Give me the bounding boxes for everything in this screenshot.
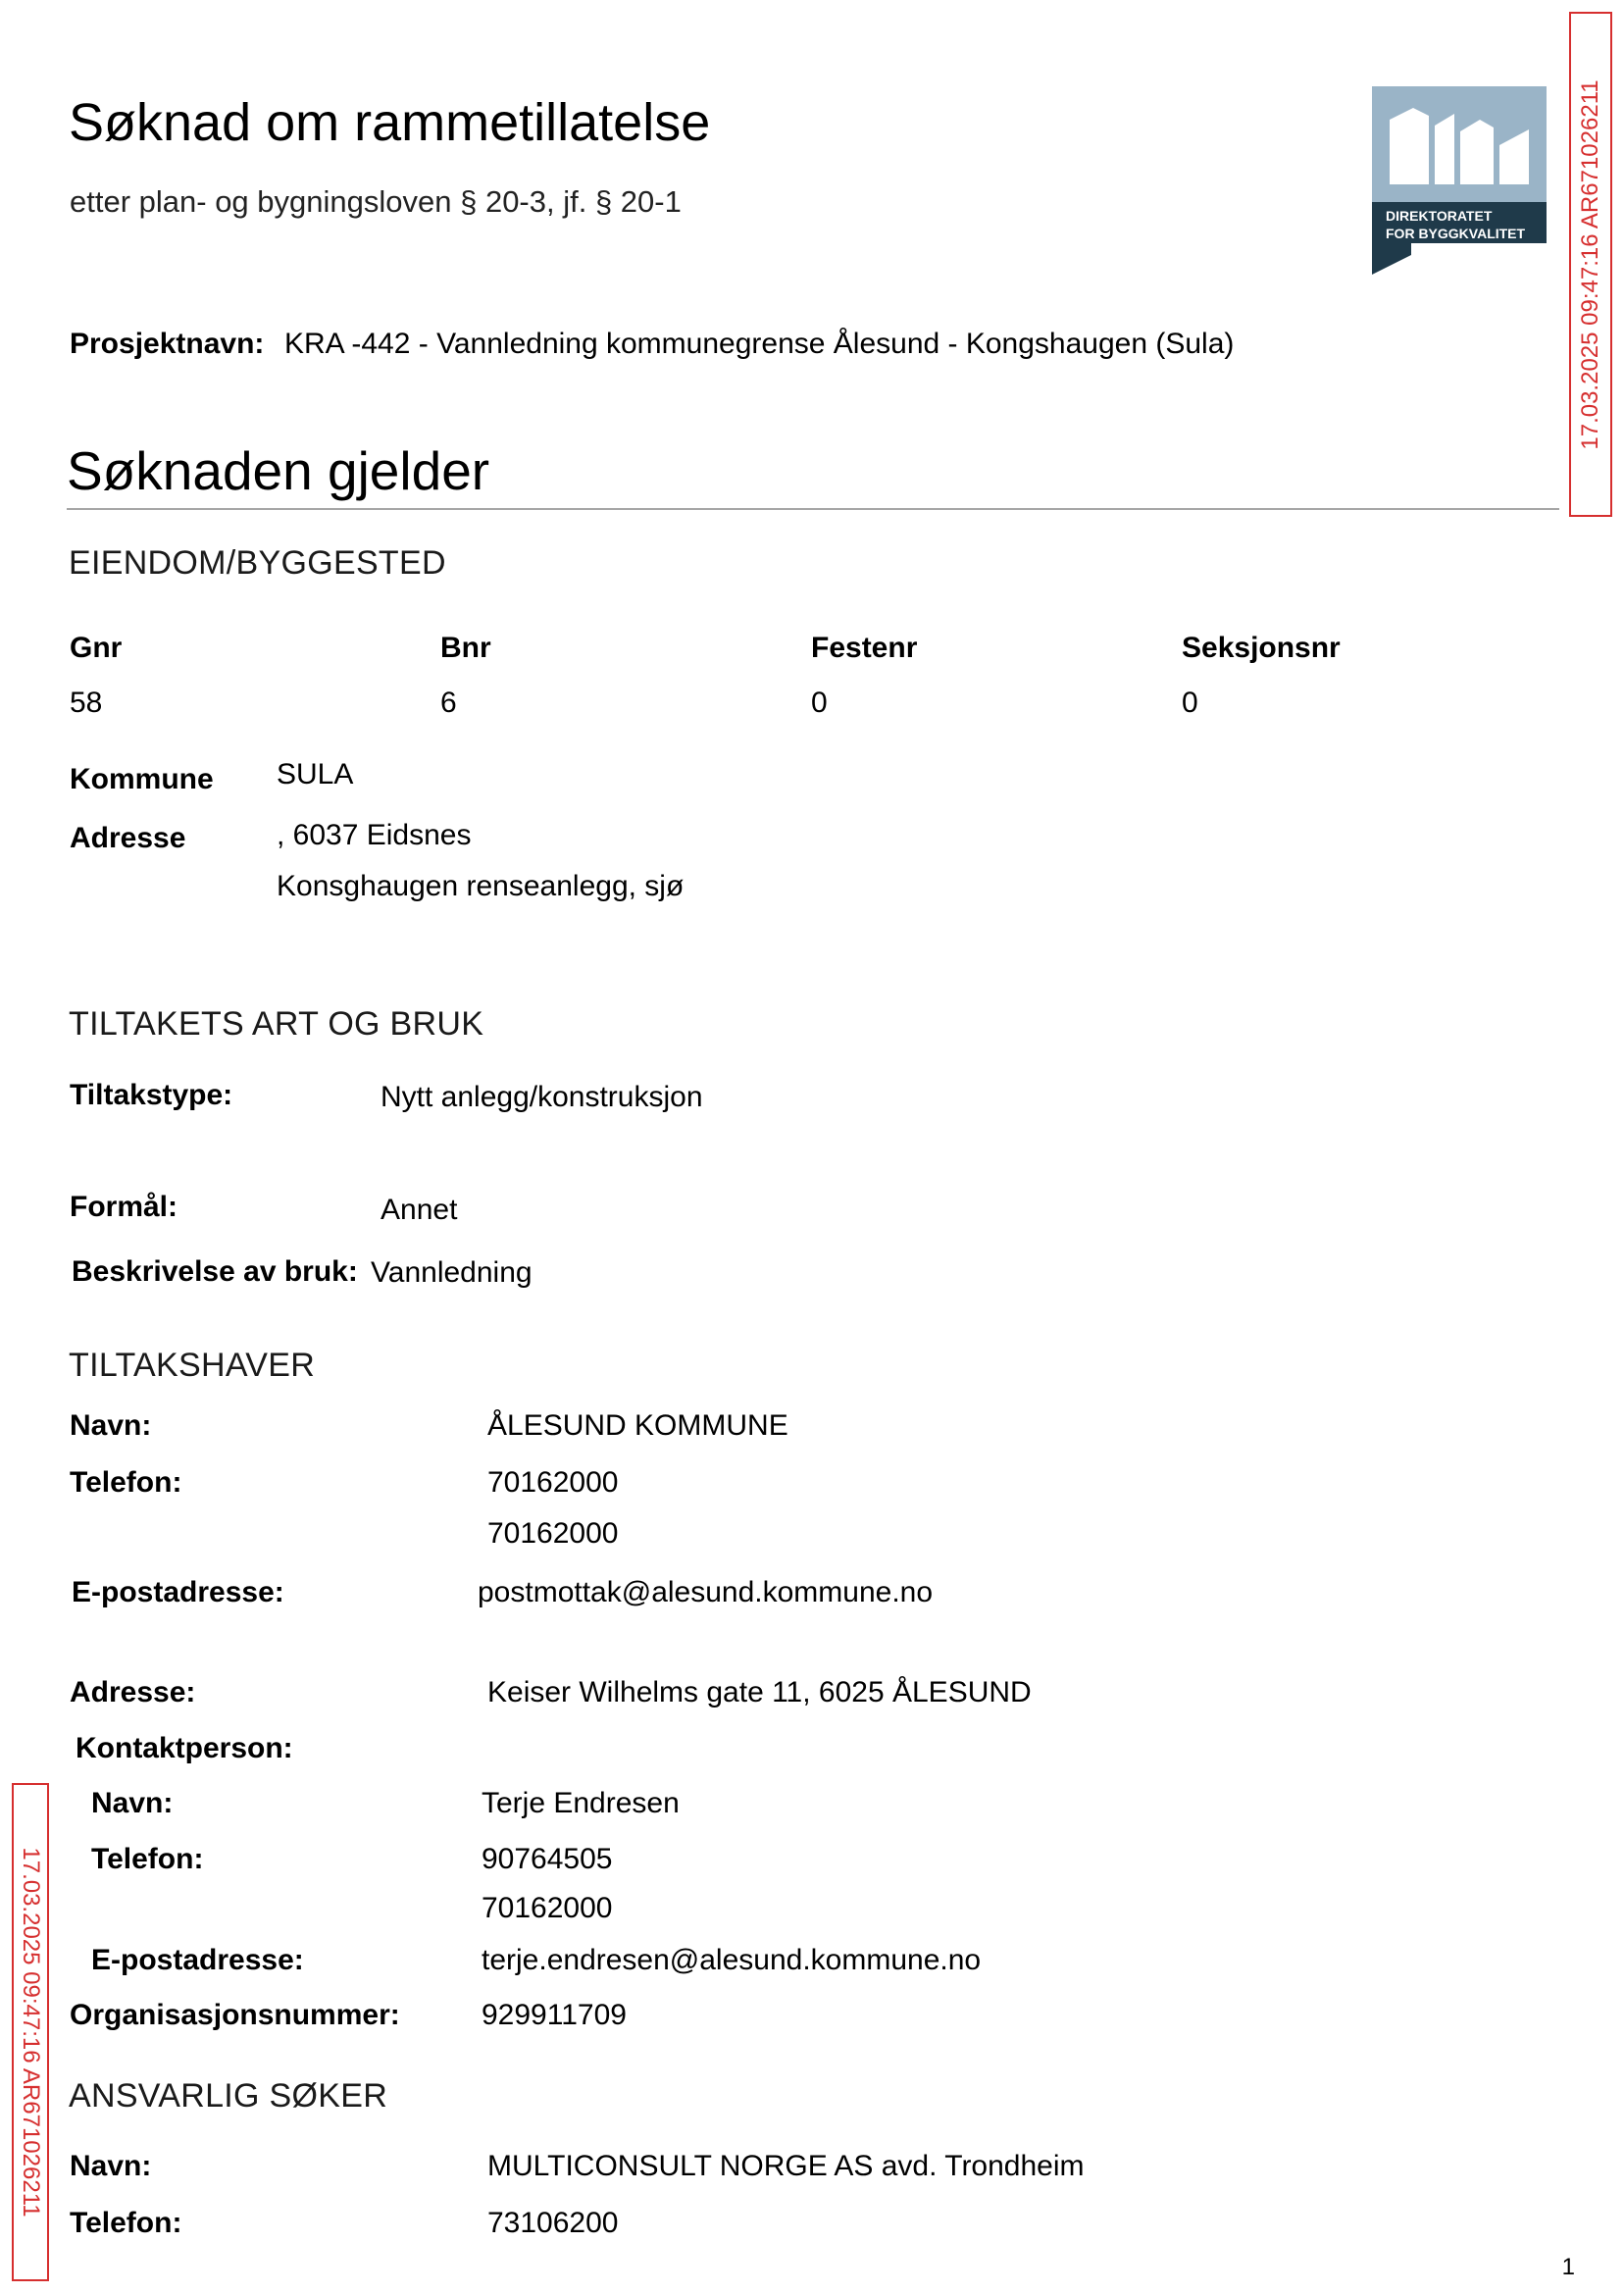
col-festenr: Festenr xyxy=(811,632,918,664)
section-heading-tiltak: TILTAKETS ART OG BRUK xyxy=(69,1005,484,1043)
beskrivelse-value: Vannledning xyxy=(371,1256,533,1289)
timestamp-stamp-top xyxy=(1569,12,1612,517)
kommune-label: Kommune xyxy=(70,763,214,795)
tiltakshaver-adresse-label: Adresse: xyxy=(70,1676,196,1708)
kontakt-telefon-label: Telefon: xyxy=(91,1843,204,1875)
col-gnr: Gnr xyxy=(70,632,123,664)
page-number: 1 xyxy=(1561,2254,1575,2280)
logo-text-line1: DIREKTORATET xyxy=(1386,208,1493,224)
col-bnr: Bnr xyxy=(440,632,491,664)
kontaktperson-label: Kontaktperson: xyxy=(76,1732,293,1764)
section-heading-ansvarlig: ANSVARLIG SØKER xyxy=(69,2077,388,2115)
kontakt-epost-value: terje.endresen@alesund.kommune.no xyxy=(482,1944,982,1976)
tiltakshaver-navn-label: Navn: xyxy=(70,1409,152,1442)
timestamp-stamp-bottom xyxy=(12,1783,49,2281)
adresse-label: Adresse xyxy=(70,822,186,854)
tiltakshaver-adresse-value: Keiser Wilhelms gate 11, 6025 ÅLESUND xyxy=(487,1676,1032,1708)
value-festenr: 0 xyxy=(811,687,828,719)
adresse-line1: , 6037 Eidsnes xyxy=(277,819,472,851)
dibk-logo xyxy=(1372,86,1547,275)
stamp-text-bottom: 17.03.2025 09:47:16 AR671026211 xyxy=(18,1847,44,2218)
tiltakshaver-telefon-label: Telefon: xyxy=(70,1466,182,1499)
formal-value: Annet xyxy=(381,1194,458,1226)
tiltakshaver-telefon-value1: 70162000 xyxy=(487,1466,619,1499)
value-bnr: 6 xyxy=(440,687,457,719)
ansvarlig-telefon-value: 73106200 xyxy=(487,2207,619,2239)
tiltakshaver-telefon-value2: 70162000 xyxy=(487,1517,619,1550)
kontakt-navn-value: Terje Endresen xyxy=(482,1787,680,1819)
tiltakstype-label: Tiltakstype: xyxy=(70,1079,233,1111)
beskrivelse-label: Beskrivelse av bruk: xyxy=(72,1255,358,1288)
ansvarlig-navn-label: Navn: xyxy=(70,2150,152,2182)
tiltakstype-value: Nytt anlegg/konstruksjon xyxy=(381,1081,703,1113)
kontakt-epost-label: E-postadresse: xyxy=(91,1944,304,1976)
kontakt-telefon-value1: 90764505 xyxy=(482,1843,613,1875)
ansvarlig-navn-value: MULTICONSULT NORGE AS avd. Trondheim xyxy=(487,2150,1085,2182)
tiltakshaver-epost-label: E-postadresse: xyxy=(72,1576,284,1608)
adresse-line2: Konsghaugen renseanlegg, sjø xyxy=(277,870,685,902)
main-heading: Søknaden gjelder xyxy=(67,440,490,501)
org-label: Organisasjonsnummer: xyxy=(70,1999,400,2031)
formal-label: Formål: xyxy=(70,1191,178,1223)
document-subtitle: etter plan- og bygningsloven § 20-3, jf. § 20-1 xyxy=(70,184,682,219)
value-gnr: 58 xyxy=(70,687,103,719)
value-seksjonsnr: 0 xyxy=(1182,687,1198,719)
tiltakshaver-epost-value: postmottak@alesund.kommune.no xyxy=(478,1576,934,1608)
stamp-text-top: 17.03.2025 09:47:16 AR671026211 xyxy=(1577,78,1603,450)
project-label: Prosjektnavn: xyxy=(70,328,265,360)
section-heading-eiendom: EIENDOM/BYGGESTED xyxy=(69,544,446,582)
col-seksjonsnr: Seksjonsnr xyxy=(1182,632,1341,664)
logo-text-line2: FOR BYGGKVALITET xyxy=(1386,226,1526,241)
kontakt-navn-label: Navn: xyxy=(91,1787,174,1819)
project-value: KRA -442 - Vannledning kommunegrense Ålesund - Kongshaugen (Sula) xyxy=(284,328,1235,360)
kommune-value: SULA xyxy=(277,758,354,790)
section-heading-tiltakshaver: TILTAKSHAVER xyxy=(69,1347,316,1384)
dibk-logo-icon xyxy=(1372,86,1547,275)
ansvarlig-telefon-label: Telefon: xyxy=(70,2207,182,2239)
org-value: 929911709 xyxy=(482,1999,627,2031)
document-title: Søknad om rammetillatelse xyxy=(69,93,711,152)
tiltakshaver-navn-value: ÅLESUND KOMMUNE xyxy=(487,1409,788,1442)
kontakt-telefon-value2: 70162000 xyxy=(482,1892,613,1924)
heading-divider xyxy=(67,508,1559,510)
